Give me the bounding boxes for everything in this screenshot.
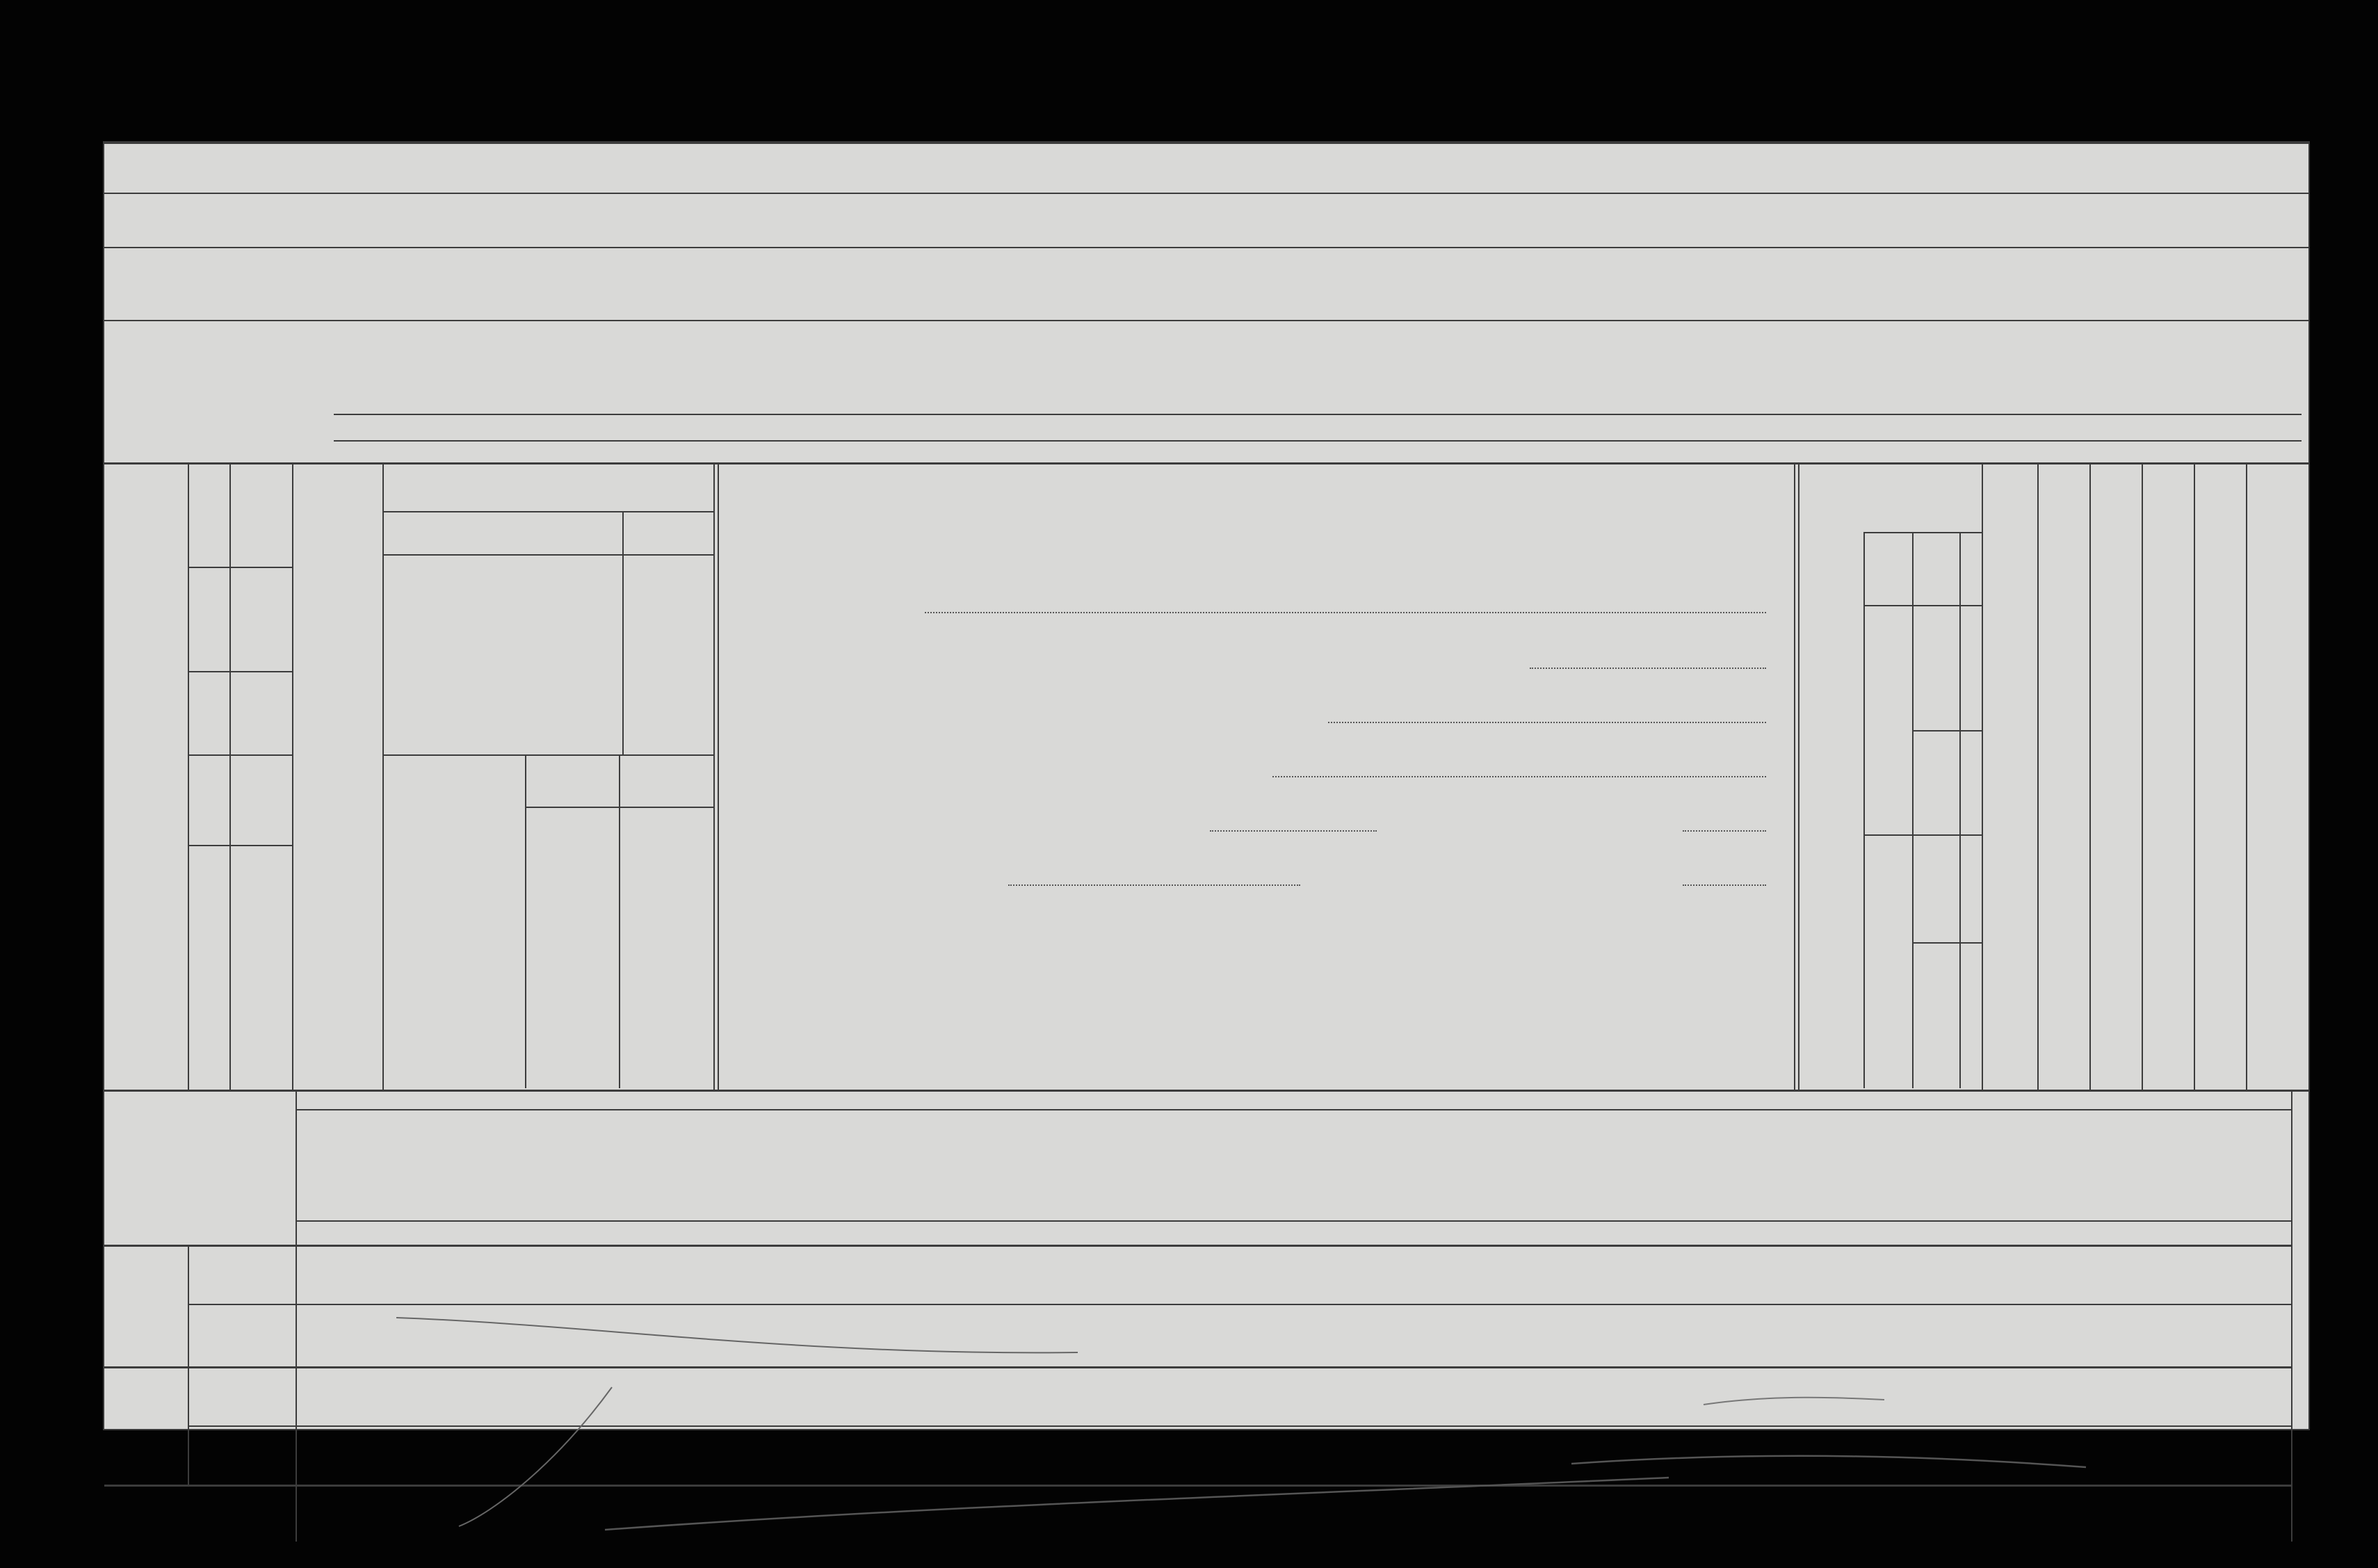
pencil-stroke: [1571, 1456, 2086, 1467]
pencil-stroke: [396, 1318, 1078, 1352]
pencil-stroke: [1704, 1398, 1884, 1405]
census-card-sheet: [104, 143, 2308, 1429]
pencil-stroke: [459, 1387, 612, 1526]
pencil-stroke: [605, 1478, 1669, 1530]
pencil-strokes: [104, 143, 2308, 1568]
